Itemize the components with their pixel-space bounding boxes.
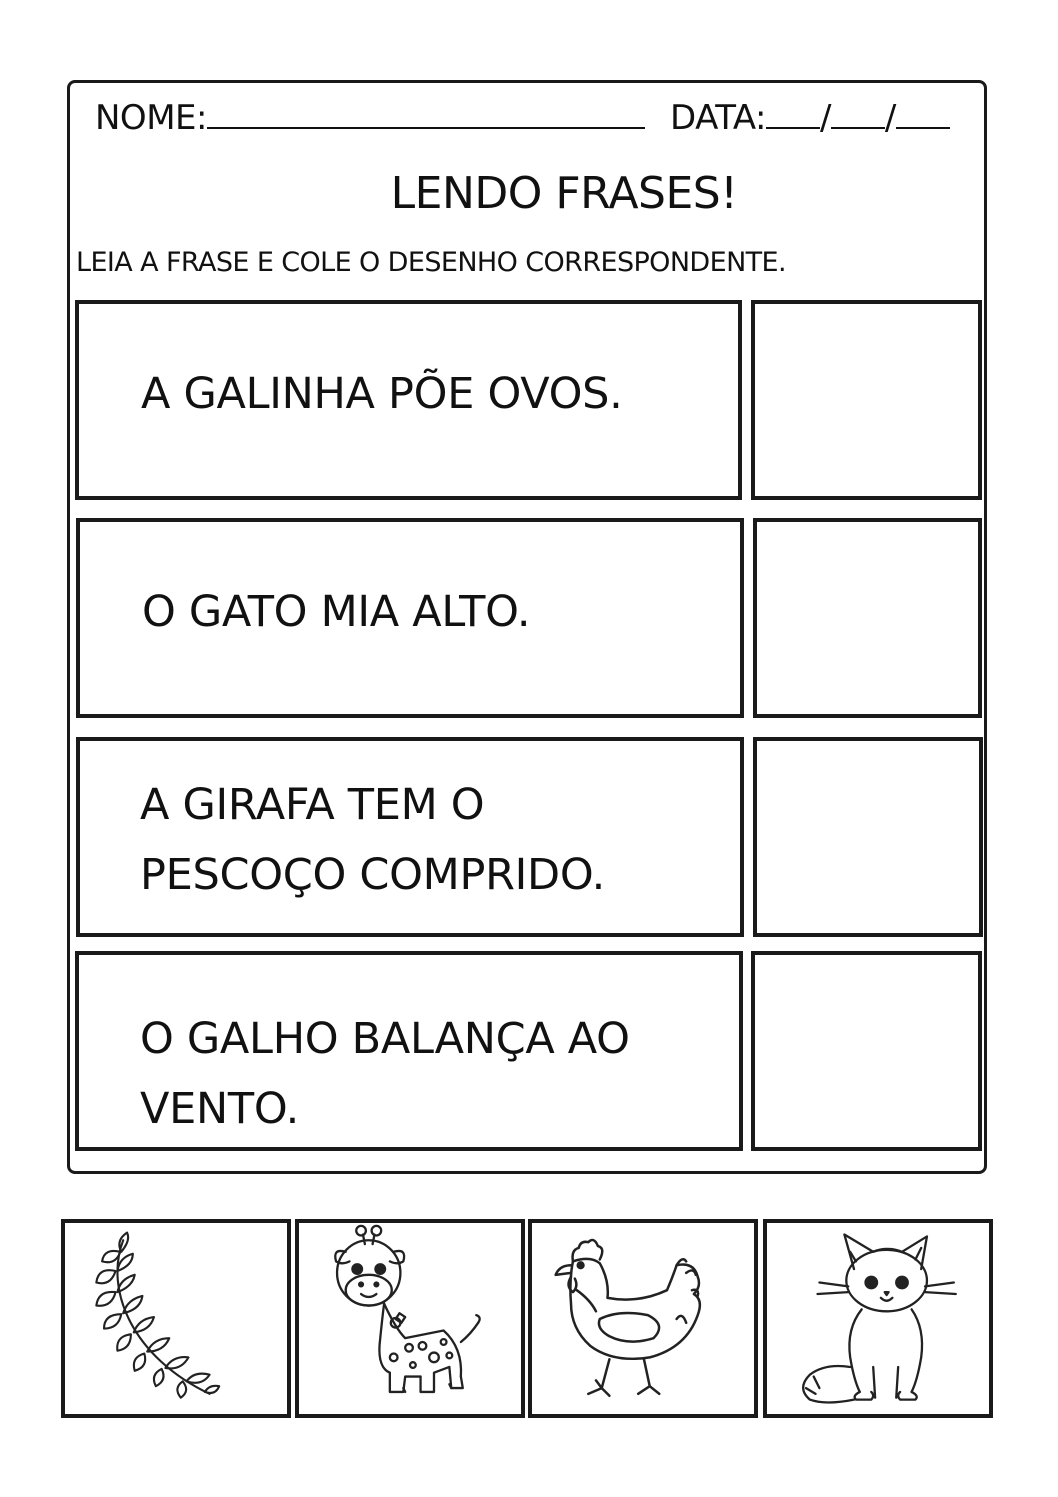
sentence-line: VENTO.	[140, 1084, 299, 1134]
sentence-text	[142, 577, 530, 647]
sentence-box	[76, 737, 744, 937]
name-line[interactable]	[207, 126, 645, 129]
paste-area[interactable]	[751, 300, 982, 500]
date-day-line[interactable]	[766, 126, 820, 129]
cutout-hen[interactable]	[528, 1219, 758, 1418]
instruction-text: LEIA A FRASE E COLE O DESENHO CORRESPONDENTE.	[76, 247, 787, 278]
date-month-line[interactable]	[831, 126, 885, 129]
sentence-text	[141, 359, 623, 429]
date-separator: /	[819, 98, 831, 138]
name-label: NOME:	[95, 98, 207, 138]
sentence-line: A GIRAFA TEM O	[140, 780, 485, 830]
date-field[interactable]	[670, 98, 950, 138]
sentence-text	[140, 770, 605, 910]
cat-icon	[767, 1223, 989, 1414]
sentence-line: A GALINHA PÕE OVOS.	[141, 369, 623, 419]
paste-area[interactable]	[753, 518, 982, 718]
branch-icon	[65, 1223, 287, 1414]
cutout-branch[interactable]	[61, 1219, 291, 1418]
date-label: DATA:	[670, 98, 766, 138]
cutout-giraffe[interactable]	[295, 1219, 525, 1418]
paste-area[interactable]	[751, 951, 982, 1151]
sentence-line: O GALHO BALANÇA AO	[140, 1014, 630, 1064]
sentence-line: PESCOÇO COMPRIDO.	[140, 850, 606, 900]
paste-area[interactable]	[753, 737, 983, 937]
sentence-box	[75, 300, 742, 500]
giraffe-icon	[299, 1223, 521, 1414]
worksheet-title: LENDO FRASES!	[390, 168, 738, 219]
sentence-box	[76, 518, 744, 718]
sentence-text	[140, 1004, 630, 1144]
cutout-cat[interactable]	[763, 1219, 993, 1418]
date-year-line[interactable]	[896, 126, 950, 129]
date-separator: /	[884, 98, 896, 138]
hen-icon	[532, 1223, 754, 1414]
sentence-box	[75, 951, 743, 1151]
sentence-line: O GATO MIA ALTO.	[142, 587, 531, 637]
name-field[interactable]	[95, 98, 645, 138]
